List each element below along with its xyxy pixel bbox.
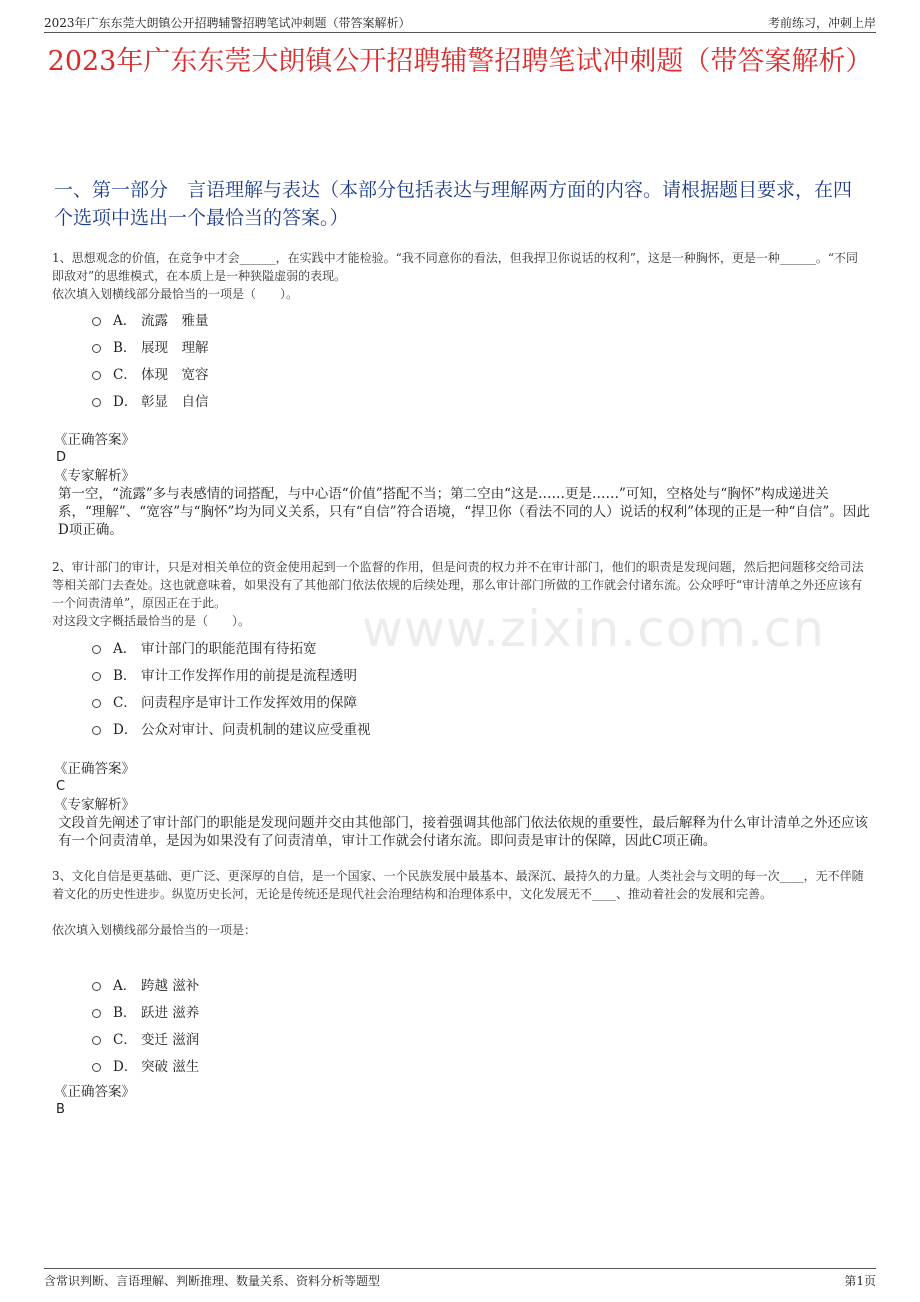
option-2a[interactable] — [92, 633, 371, 660]
radio-icon[interactable] — [92, 398, 101, 407]
watermark: www.zixin.com.cn — [362, 600, 826, 658]
radio-icon[interactable] — [92, 317, 101, 326]
question-2-stem: 2、审计部门的审计，只是对相关单位的资金使用起到一个监督的作用，但是问责的权力并不在审计部门，他们的职责是发现问题，然后把问题移交给司法等相关部门去查处。这也就意味着，如果没有了其他部门依法依规的后续处理，那么审计部门所做的工作就会付诸东流。公众呼吁“审计清单之外还应该有一个问责清单”，原因正在于此。 — [52, 560, 864, 610]
explanation-text: 第一空，“流露”多与表感情的词搭配，与中心语“价值”搭配不当；第二空由“这是……更是……”可知，空格处与“胸怀”构成递进关系，“理解”、“宽容”与“胸怀”均为同义关系，只有“自信”符合语境，“捍卫你（看法不同的人）说话的权利”体现的正是一种“自信”。因此D项正确。 — [58, 486, 870, 538]
option-2c[interactable] — [92, 687, 371, 714]
option-letter: B． — [113, 339, 137, 356]
radio-icon[interactable] — [92, 726, 101, 735]
option-letter: D． — [113, 393, 138, 410]
question-3-answer — [54, 1083, 870, 1119]
question-1-answer — [54, 431, 870, 539]
explanation-heading: 《专家解析》 — [54, 797, 135, 813]
option-text: 流露 雅量 — [141, 312, 209, 329]
option-text: 审计工作发挥作用的前提是流程透明 — [141, 667, 357, 684]
answer-value: C — [56, 779, 66, 794]
question-1-stem: 1、思想观念的价值，在竞争中才会______，在实践中才能检验。“我不同意你的看法，但我捍卫你说话的权利”，这是一种胸怀，更是一种______。“不同即敌对”的思维模式，在本质上是一种狭隘虚弱的表现。 — [52, 251, 859, 283]
option-letter: B． — [113, 667, 137, 684]
radio-icon[interactable] — [92, 672, 101, 681]
option-3b[interactable] — [92, 997, 199, 1024]
radio-icon[interactable] — [92, 1036, 101, 1045]
option-letter: C． — [113, 1031, 137, 1048]
option-2b[interactable] — [92, 660, 371, 687]
option-letter: D． — [113, 721, 138, 738]
answer-heading: 《正确答案》 — [54, 1084, 135, 1100]
option-letter: A． — [113, 977, 137, 994]
question-1 — [52, 249, 870, 303]
page-header — [44, 12, 876, 33]
radio-icon[interactable] — [92, 1063, 101, 1072]
question-3-stem: 3、文化自信是更基础、更广泛、更深厚的自信，是一个国家、一个民族发展中最基本、最深沉、最持久的力量。人类社会与文明的每一次____，无不伴随着文化的历史性进步。纵览历史长河，无论是传统还是现代社会治理结构和治理体系中，文化发展无不____、推动着社会的发展和完善。 — [52, 869, 864, 901]
question-2-options — [92, 633, 371, 741]
option-3d[interactable] — [92, 1051, 199, 1078]
header-right-text: 考前练习，冲刺上岸 — [767, 16, 876, 30]
section-heading: 一、第一部分 言语理解与表达（本部分包括表达与理解两方面的内容。请根据题目要求，在四个选项中选出一个最恰当的答案。） — [54, 179, 853, 229]
option-text: 体现 宽容 — [141, 366, 209, 383]
option-letter: C． — [113, 694, 137, 711]
question-1-options — [92, 305, 209, 413]
question-2-answer — [54, 760, 870, 850]
radio-icon[interactable] — [92, 645, 101, 654]
option-letter: A． — [113, 640, 137, 657]
option-text: 变迁 滋润 — [141, 1031, 200, 1048]
option-text: 公众对审计、问责机制的建议应受重视 — [141, 721, 371, 738]
option-1d[interactable] — [92, 386, 209, 413]
question-1-prompt: 依次填入划横线部分最恰当的一项是（ ）。 — [52, 287, 299, 301]
radio-icon[interactable] — [92, 1009, 101, 1018]
explanation-text: 文段首先阐述了审计部门的职能是发现问题并交由其他部门，接着强调其他部门依法依规的重要性，最后解释为什么审计清单之外还应该有一个问责清单，是因为如果没有了问责清单，审计工作就会付诸东流。即问责是审计的保障，因此C项正确。 — [58, 815, 868, 849]
question-3-options — [92, 970, 199, 1078]
radio-icon[interactable] — [92, 982, 101, 991]
option-3a[interactable] — [92, 970, 199, 997]
footer-left-text: 含常识判断、言语理解、判断推理、数量关系、资料分析等题型 — [44, 1274, 381, 1288]
answer-heading: 《正确答案》 — [54, 761, 135, 777]
option-letter: D． — [113, 1058, 138, 1075]
question-2-prompt: 对这段文字概括最恰当的是（ ）。 — [52, 614, 251, 628]
page-title: 2023年广东东莞大朗镇公开招聘辅警招聘笔试冲刺题（带答案解析） — [47, 46, 873, 77]
radio-icon[interactable] — [92, 371, 101, 380]
option-letter: A． — [113, 312, 137, 329]
option-text: 彰显 自信 — [141, 393, 209, 410]
question-3 — [52, 867, 870, 939]
option-letter: C． — [113, 366, 137, 383]
option-1c[interactable] — [92, 359, 209, 386]
answer-value: B — [56, 1102, 65, 1117]
radio-icon[interactable] — [92, 699, 101, 708]
option-text: 审计部门的职能范围有待拓宽 — [141, 640, 317, 657]
answer-heading: 《正确答案》 — [54, 432, 135, 448]
page-footer — [44, 1268, 876, 1288]
option-1b[interactable] — [92, 332, 209, 359]
answer-value: D — [56, 450, 67, 465]
page-number: 第1页 — [844, 1274, 876, 1288]
option-text: 问责程序是审计工作发挥效用的保障 — [141, 694, 357, 711]
explanation-heading: 《专家解析》 — [54, 468, 135, 484]
option-text: 展现 理解 — [141, 339, 209, 356]
option-text: 跨越 滋补 — [141, 977, 200, 994]
question-3-prompt: 依次填入划横线部分最恰当的一项是： — [52, 923, 257, 937]
option-1a[interactable] — [92, 305, 209, 332]
option-letter: B． — [113, 1004, 137, 1021]
header-left-text: 2023年广东东莞大朗镇公开招聘辅警招聘笔试冲刺题（带答案解析） — [44, 16, 411, 30]
radio-icon[interactable] — [92, 344, 101, 353]
option-3c[interactable] — [92, 1024, 199, 1051]
option-text: 突破 滋生 — [141, 1058, 200, 1075]
option-2d[interactable] — [92, 714, 371, 741]
option-text: 跃进 滋养 — [141, 1004, 200, 1021]
